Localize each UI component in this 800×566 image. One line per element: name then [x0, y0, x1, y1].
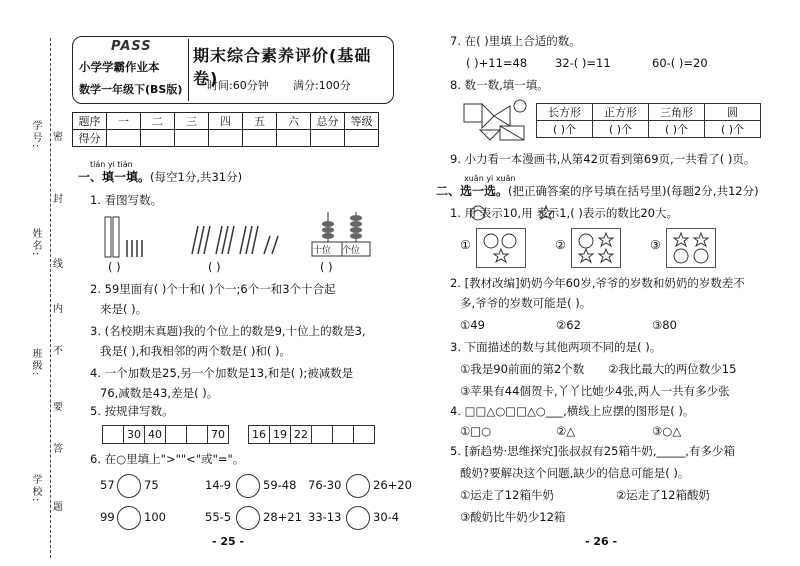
- compare-right-value: 26+20: [373, 478, 412, 492]
- student-id-label: 学号:: [30, 120, 41, 150]
- compare-left-value: 99: [100, 510, 115, 524]
- sequence-cell: 30: [124, 426, 145, 443]
- score-table-cell: 等级: [345, 113, 379, 130]
- q1-answer-3[interactable]: ( ): [320, 260, 333, 274]
- c1-opt2-image[interactable]: [571, 228, 621, 268]
- q7-text: 7. 在( )里填上合适的数。: [450, 34, 581, 48]
- compare-left-value: 33-13: [308, 510, 342, 524]
- sec1-note: (每空1分,共31分): [150, 170, 243, 184]
- q1-figures: [100, 212, 400, 267]
- abacus-ones-label: 个位: [342, 246, 361, 256]
- c4-opt3[interactable]: ③○△: [652, 424, 682, 438]
- sequence-cell[interactable]: [103, 426, 124, 443]
- q8-answer-row: [537, 121, 761, 138]
- seal-char: 封: [53, 194, 63, 205]
- c5-opt2[interactable]: ②运走了12箱酸奶: [616, 488, 710, 502]
- q6-text: 6. 在○里填上">""<"或"="。: [90, 452, 245, 466]
- compare-left-value: 55-5: [205, 510, 232, 524]
- seal-char: 答: [53, 444, 63, 455]
- score-table-cell[interactable]: [311, 130, 345, 147]
- score-table-cell[interactable]: [345, 130, 379, 147]
- grade-label: 数学一年级下(BS版): [79, 83, 183, 96]
- score-table-cell[interactable]: [277, 130, 311, 147]
- score-table-cell: 四: [209, 113, 243, 130]
- header-box: [72, 36, 394, 104]
- sequence-cell[interactable]: [312, 426, 333, 443]
- binding-line: [50, 38, 51, 558]
- c3-opt2[interactable]: ②我比最大的两位数少15: [608, 362, 737, 376]
- seal-char: 内: [53, 304, 63, 315]
- c3-text: 3. 下面描述的数与其他两项不同的是( )。: [450, 340, 662, 354]
- sec2-note: (把正确答案的序号填在括号里)(每题2分,共12分): [508, 184, 759, 198]
- c2-opt2[interactable]: ②62: [556, 318, 581, 332]
- header-divider: [188, 39, 189, 101]
- q8-answer-cell: ( )个: [537, 121, 593, 138]
- q4-line1: 4. 一个加数是25,另一个加数是13,和是( );被减数是: [90, 366, 354, 380]
- compare-left-value: 57: [100, 478, 115, 492]
- sequence-cell[interactable]: [354, 426, 374, 443]
- compare-left-value: 76-30: [308, 478, 342, 492]
- sticks-group-figure: [192, 226, 278, 254]
- q9-text: 9. 小力看一本漫画书,从第42页看到第69页,一共看了( )页。: [450, 152, 756, 166]
- full-score: 满分:100分: [293, 79, 351, 92]
- c1-text: 1. 用 表示10,用 表示1,( )表示的数比20大。: [450, 206, 678, 220]
- q5-sequence-2: [248, 425, 375, 444]
- q2-line1: 2. 59里面有( )个十和( )个一;6个一和3个十合起: [90, 282, 336, 296]
- score-table-cell[interactable]: [141, 130, 175, 147]
- score-table-cell: 一: [107, 113, 141, 130]
- c4-opt2[interactable]: ②△: [556, 424, 576, 438]
- sec2-pinyin: xuǎn yi xuǎn: [464, 174, 516, 183]
- sequence-cell: 70: [211, 428, 225, 441]
- score-table-cell: 五: [243, 113, 277, 130]
- q8-text: 8. 数一数,填一填。: [450, 78, 549, 92]
- pass-logo: PASS: [111, 39, 152, 54]
- seal-char: 线: [53, 259, 63, 270]
- score-table: [72, 112, 379, 147]
- compare-answer-circle[interactable]: [346, 474, 370, 498]
- c3-opt1[interactable]: ①我是90前面的第2个数: [460, 362, 585, 376]
- score-table-score-row: [73, 130, 379, 147]
- score-table-cell[interactable]: [243, 130, 277, 147]
- score-table-cell[interactable]: [107, 130, 141, 147]
- compare-answer-circle[interactable]: [346, 506, 370, 530]
- name-label: 姓名:: [30, 228, 41, 258]
- sec1-title: 一、填一填。: [78, 170, 151, 184]
- q5-sequence-1: [102, 425, 229, 444]
- q7-item-2[interactable]: 32-( )=11: [555, 56, 611, 70]
- compare-right-value: 28+21: [263, 510, 302, 524]
- abacus-tens-label: 十位: [313, 246, 332, 256]
- time-limit: 时间:60分钟: [207, 79, 269, 92]
- c2-line2: 多,爷爷的岁数可能是( )。: [460, 296, 592, 310]
- sequence-cell: 16: [249, 426, 270, 443]
- c3-opt3[interactable]: ③苹果有44個贺卡,丫丫比她少4张,两人一共有多少张: [460, 384, 730, 398]
- q2-line2: 来是( )。: [100, 302, 148, 316]
- q1-answer-1[interactable]: ( ): [108, 260, 121, 274]
- compare-answer-circle[interactable]: [236, 474, 260, 498]
- sequence-cell[interactable]: [166, 426, 187, 443]
- ten-mark-icon: [471, 206, 485, 220]
- q8-header-cell: 长方形: [537, 104, 593, 121]
- compare-right-value: 59-48: [263, 478, 297, 492]
- score-table-cell: 总分: [311, 113, 345, 130]
- q4-line2: 76,减数是43,差是( )。: [100, 386, 219, 400]
- exam-title: 期末综合素养评价(基础卷): [193, 46, 372, 88]
- q5-text: 5. 按规律写数。: [90, 404, 174, 418]
- series-name: 小学学霸作业本: [79, 60, 160, 74]
- sequence-cell: 22: [291, 426, 312, 443]
- q7-item-1[interactable]: ( )+11=48: [466, 56, 528, 70]
- sec2-title: 二、选一选。: [436, 184, 509, 198]
- c2-opt3[interactable]: ③80: [652, 318, 677, 332]
- score-table-cell: 六: [277, 113, 311, 130]
- q8-header-cell: 三角形: [649, 104, 705, 121]
- class-label: 班级:: [30, 348, 41, 378]
- q8-answer-cell: ( )个: [649, 121, 705, 138]
- compare-right-value: 100: [144, 510, 166, 524]
- c1-opt1-image[interactable]: [476, 228, 526, 268]
- c2-line1: 2. [教材改编]奶奶今年60岁,爷爷的岁数和奶奶的岁数差不: [450, 276, 745, 290]
- score-table-cell[interactable]: [209, 130, 243, 147]
- q8-answer-cell: ( )个: [705, 121, 761, 138]
- q3-line2: 我是( ),和我相邻的两个数是( )和( )。: [100, 344, 292, 358]
- c5-opt1[interactable]: ①运走了12箱牛奶: [460, 488, 554, 502]
- q3-line1: 3. (名校期末真题)我的个位上的数是9,十位上的数是3,: [90, 324, 366, 338]
- q8-header-cell: 圆: [705, 104, 761, 121]
- compare-right-value: 75: [144, 478, 159, 492]
- compare-answer-circle[interactable]: [117, 474, 141, 498]
- c1-opt1-label[interactable]: ①: [460, 238, 471, 252]
- compare-answer-circle[interactable]: [236, 506, 260, 530]
- c1-opt3-image[interactable]: [666, 228, 716, 268]
- seal-char: 密: [53, 132, 63, 143]
- seal-char: 不: [53, 346, 63, 357]
- c1-opt3-label[interactable]: ③: [650, 238, 661, 252]
- score-table-cell: 题序: [73, 113, 107, 130]
- star-icon: [539, 206, 553, 219]
- c1-opt2-label[interactable]: ②: [555, 238, 566, 252]
- compare-right-value: 30-4: [373, 510, 400, 524]
- score-table-cell: 得分: [73, 130, 107, 147]
- c1-legend-icons: [470, 204, 590, 222]
- seal-char: 要: [53, 402, 63, 413]
- q8-header-row: [537, 104, 761, 121]
- bundle-sticks-figure: [105, 217, 142, 257]
- c5-line2: 酸奶?要解决这个问题,缺少的信息可能是( )。: [460, 466, 690, 480]
- score-table-header-row: [73, 113, 379, 130]
- q8-header-cell: 正方形: [593, 104, 649, 121]
- score-table-cell[interactable]: [175, 130, 209, 147]
- sequence-cell[interactable]: [187, 426, 208, 443]
- score-table-cell: 二: [141, 113, 175, 130]
- sec1-pinyin: tián yi tián: [90, 160, 133, 169]
- q1-text: 1. 看图写数。: [90, 193, 163, 207]
- school-label: 学校:: [30, 474, 41, 504]
- c4-text: 4. □□△○□□△○___,横线上应摆的图形是( )。: [450, 404, 695, 418]
- q8-shape-count-table: [536, 103, 761, 138]
- c5-line1: 5. [新趋势·思维探究]张叔叔有25箱牛奶,_____,有多少箱: [450, 444, 735, 458]
- tangram-figure: [460, 96, 534, 142]
- compare-answer-circle[interactable]: [117, 506, 141, 530]
- score-table-cell: 三: [175, 113, 209, 130]
- page-number-right: - 26 -: [585, 535, 618, 548]
- sequence-cell[interactable]: [333, 426, 354, 443]
- sequence-cell: 19: [270, 426, 291, 443]
- page-number-left: - 25 -: [212, 535, 245, 548]
- q7-item-3[interactable]: 60-( )=20: [652, 56, 708, 70]
- c4-opt1[interactable]: ①□○: [460, 424, 492, 438]
- seal-char: 题: [53, 502, 63, 513]
- q1-answer-2[interactable]: ( ): [208, 260, 221, 274]
- sequence-cell: 40: [145, 426, 166, 443]
- compare-left-value: 14-9: [205, 478, 232, 492]
- q8-answer-cell: ( )个: [593, 121, 649, 138]
- c5-opt3[interactable]: ③酸奶比牛奶少12箱: [460, 510, 566, 524]
- c2-opt1[interactable]: ①49: [460, 318, 485, 332]
